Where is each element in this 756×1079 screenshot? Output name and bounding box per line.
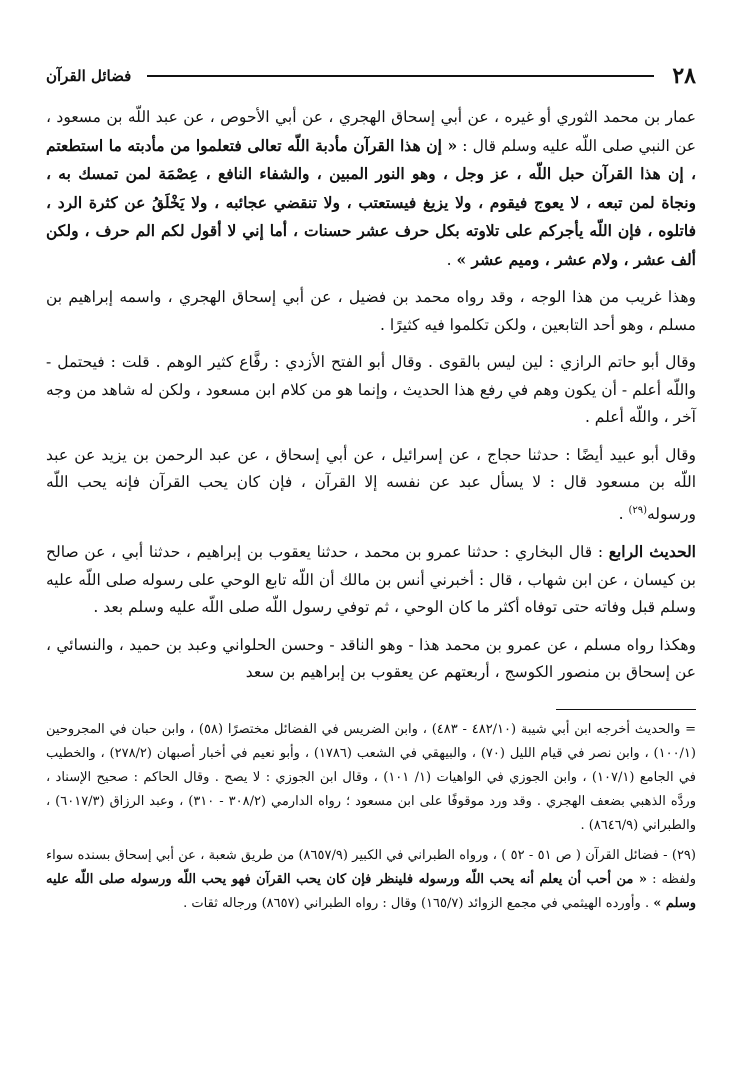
footnote-29 <box>46 844 696 916</box>
running-title: فضائل القرآن <box>46 67 132 85</box>
paragraph-4-text: وقال أبو عبيد أيضًا : حدثنا حجاج ، عن إسرائيل ، عن أبي إسحاق ، عن عبد الرحمن بن يزيد عن عبد اللّه بن مسعود قال : لا يسأل عبد عن نفسه إلا القرآن ، فإن كان يحب القرآن فإنه يحب اللّه ورسوله <box>46 445 696 523</box>
footnote-separator <box>556 709 696 710</box>
footnote-continued: = والحديث أخرجه ابن أبي شيبة (٤٨٢/١٠ - ٤٨٣) ، وابن الضريس في الفضائل مختصرًا (٥٨) ، وابن حبان في المجروحين (١٠٠/١) ، وابن نصر في قيام الليل (٧٠) ، والبيهقي في الشعب (١٧٨٦) ، وأبو نعيم في أخبار أصبهان (٢٧٨/٢) ، والخطيب في الجامع (١٠٧/١) ، وابن الجوزي في الواهيات (١/ ١٠١) ، وقال ابن الجوزي : لا يصح . وقال الحاكم : صحيح الإسناد ، وردَّه الذهبي بضعف الهجري . وقد ورد موقوفًا على ابن مسعود ؛ رواه الدارمي (٣٠٨/٢ - ٣١٠) ، وعبد الرزاق (٦٠١٧/٣) ، والطبراني (٨٦٤٦/٩) . <box>46 721 696 833</box>
paragraph-4-end: . <box>618 504 629 523</box>
header-rule <box>147 75 654 77</box>
footnote-29-intro: (٢٩) - فضائل القرآن ( ص ٥١ - ٥٢ ) ، ورواه الطبراني في الكبير (٨٦٥٧/٩) من طريق شعبة ، عن أبي إسحاق بسنده سواء ولفظه : <box>46 847 697 887</box>
page-header <box>46 56 696 96</box>
paragraph-3: وقال أبو حاتم الرازي : لين ليس بالقوى . وقال أبو الفتح الأزدي : رفَّاع كثير الوهم . قلت : فيحتمل - واللّه أعلم - أن يكون وهم في رفع هذا الحديث ، وإنما هو من كلام ابن مسعود ، ولكن له شاهد من وجه آخر ، واللّه أعلم . <box>46 353 696 426</box>
paragraph-5-text: : قال البخاري : حدثنا عمرو بن محمد ، حدثنا يعقوب بن إبراهيم ، حدثنا أبي ، عن صالح بن كيسان ، عن ابن شهاب ، قال : أخبرني أنس بن مالك أن اللّه تابع الوحي على رسوله صلى اللّه عليه وسلم قبل وفاته حتى توفاه أكثر ما كان الوحي ، ثم توفي رسول اللّه صلى اللّه عليه وسلم بعد . <box>46 543 696 617</box>
paragraph-4 <box>46 442 696 529</box>
paragraph-1-intro: عمار بن محمد الثوري أو غيره ، عن أبي إسحاق الهجري ، عن أبي الأحوص ، عن عبد اللّه بن مسعود ، عن النبي صلى اللّه عليه وسلم قال : <box>46 108 697 155</box>
hadith-quote: « إن هذا القرآن مأدبة اللّه تعالى فتعلموا من مأدبته ما استطعتم ، إن هذا القرآن حبل اللّه ، عز وجل ، وهو النور المبين ، والشفاء النافع ، عِصْمَة لمن تمسك به ، ونجاة لمن تبعه ، لا يعوج فيقوم ، ولا يزيغ فيستعتب ، ولا تنقضي عجائبه ، ولا يَخْلَقُ عن كثرة الرد ، فاتلوه ، فإن اللّه يأجركم على تلاوته بكل حرف عشر حسنات ، أما إني لا أقول لكم الم حرف ، ولكن ألف عشر ، ولام عشر ، وميم عشر » <box>46 135 696 269</box>
paragraph-5 <box>46 538 696 622</box>
paragraph-6: وهكذا رواه مسلم ، عن عمرو بن محمد هذا - وهو الناقد - وحسن الحلواني وعبد بن حميد ، والنسائي ، عن إسحاق بن منصور الكوسج ، أربعتهم عن يعقوب بن إبراهيم بن سعد <box>46 635 696 682</box>
section-heading: الحديث الرابع <box>608 542 696 562</box>
footnote-29-quote: « من أحب أن يعلم أنه يحب اللّه ورسوله فلينظر فإن كان يحب القرآن فهو يحب اللّه ورسوله صلى اللّه عليه وسلم » <box>46 871 696 911</box>
footnote-29-end: . وأورده الهيثمي في مجمع الزوائد (١٦٥/٧) وقال : رواه الطبراني (٨٦٥٧) ورجاله ثقات . <box>183 895 654 911</box>
paragraph-1 <box>46 104 696 274</box>
footnote-ref-29[interactable]: (٢٩) <box>628 504 647 516</box>
paragraph-1-end: . <box>446 250 457 269</box>
page-number: ٢٨ <box>672 63 696 89</box>
paragraph-2: وهذا غريب من هذا الوجه ، وقد رواه محمد بن فضيل ، عن أبي إسحاق الهجري ، واسمه إبراهيم بن مسلم ، وهو أحد التابعين ، ولكن تكلموا فيه كثيرًا . <box>46 288 696 334</box>
